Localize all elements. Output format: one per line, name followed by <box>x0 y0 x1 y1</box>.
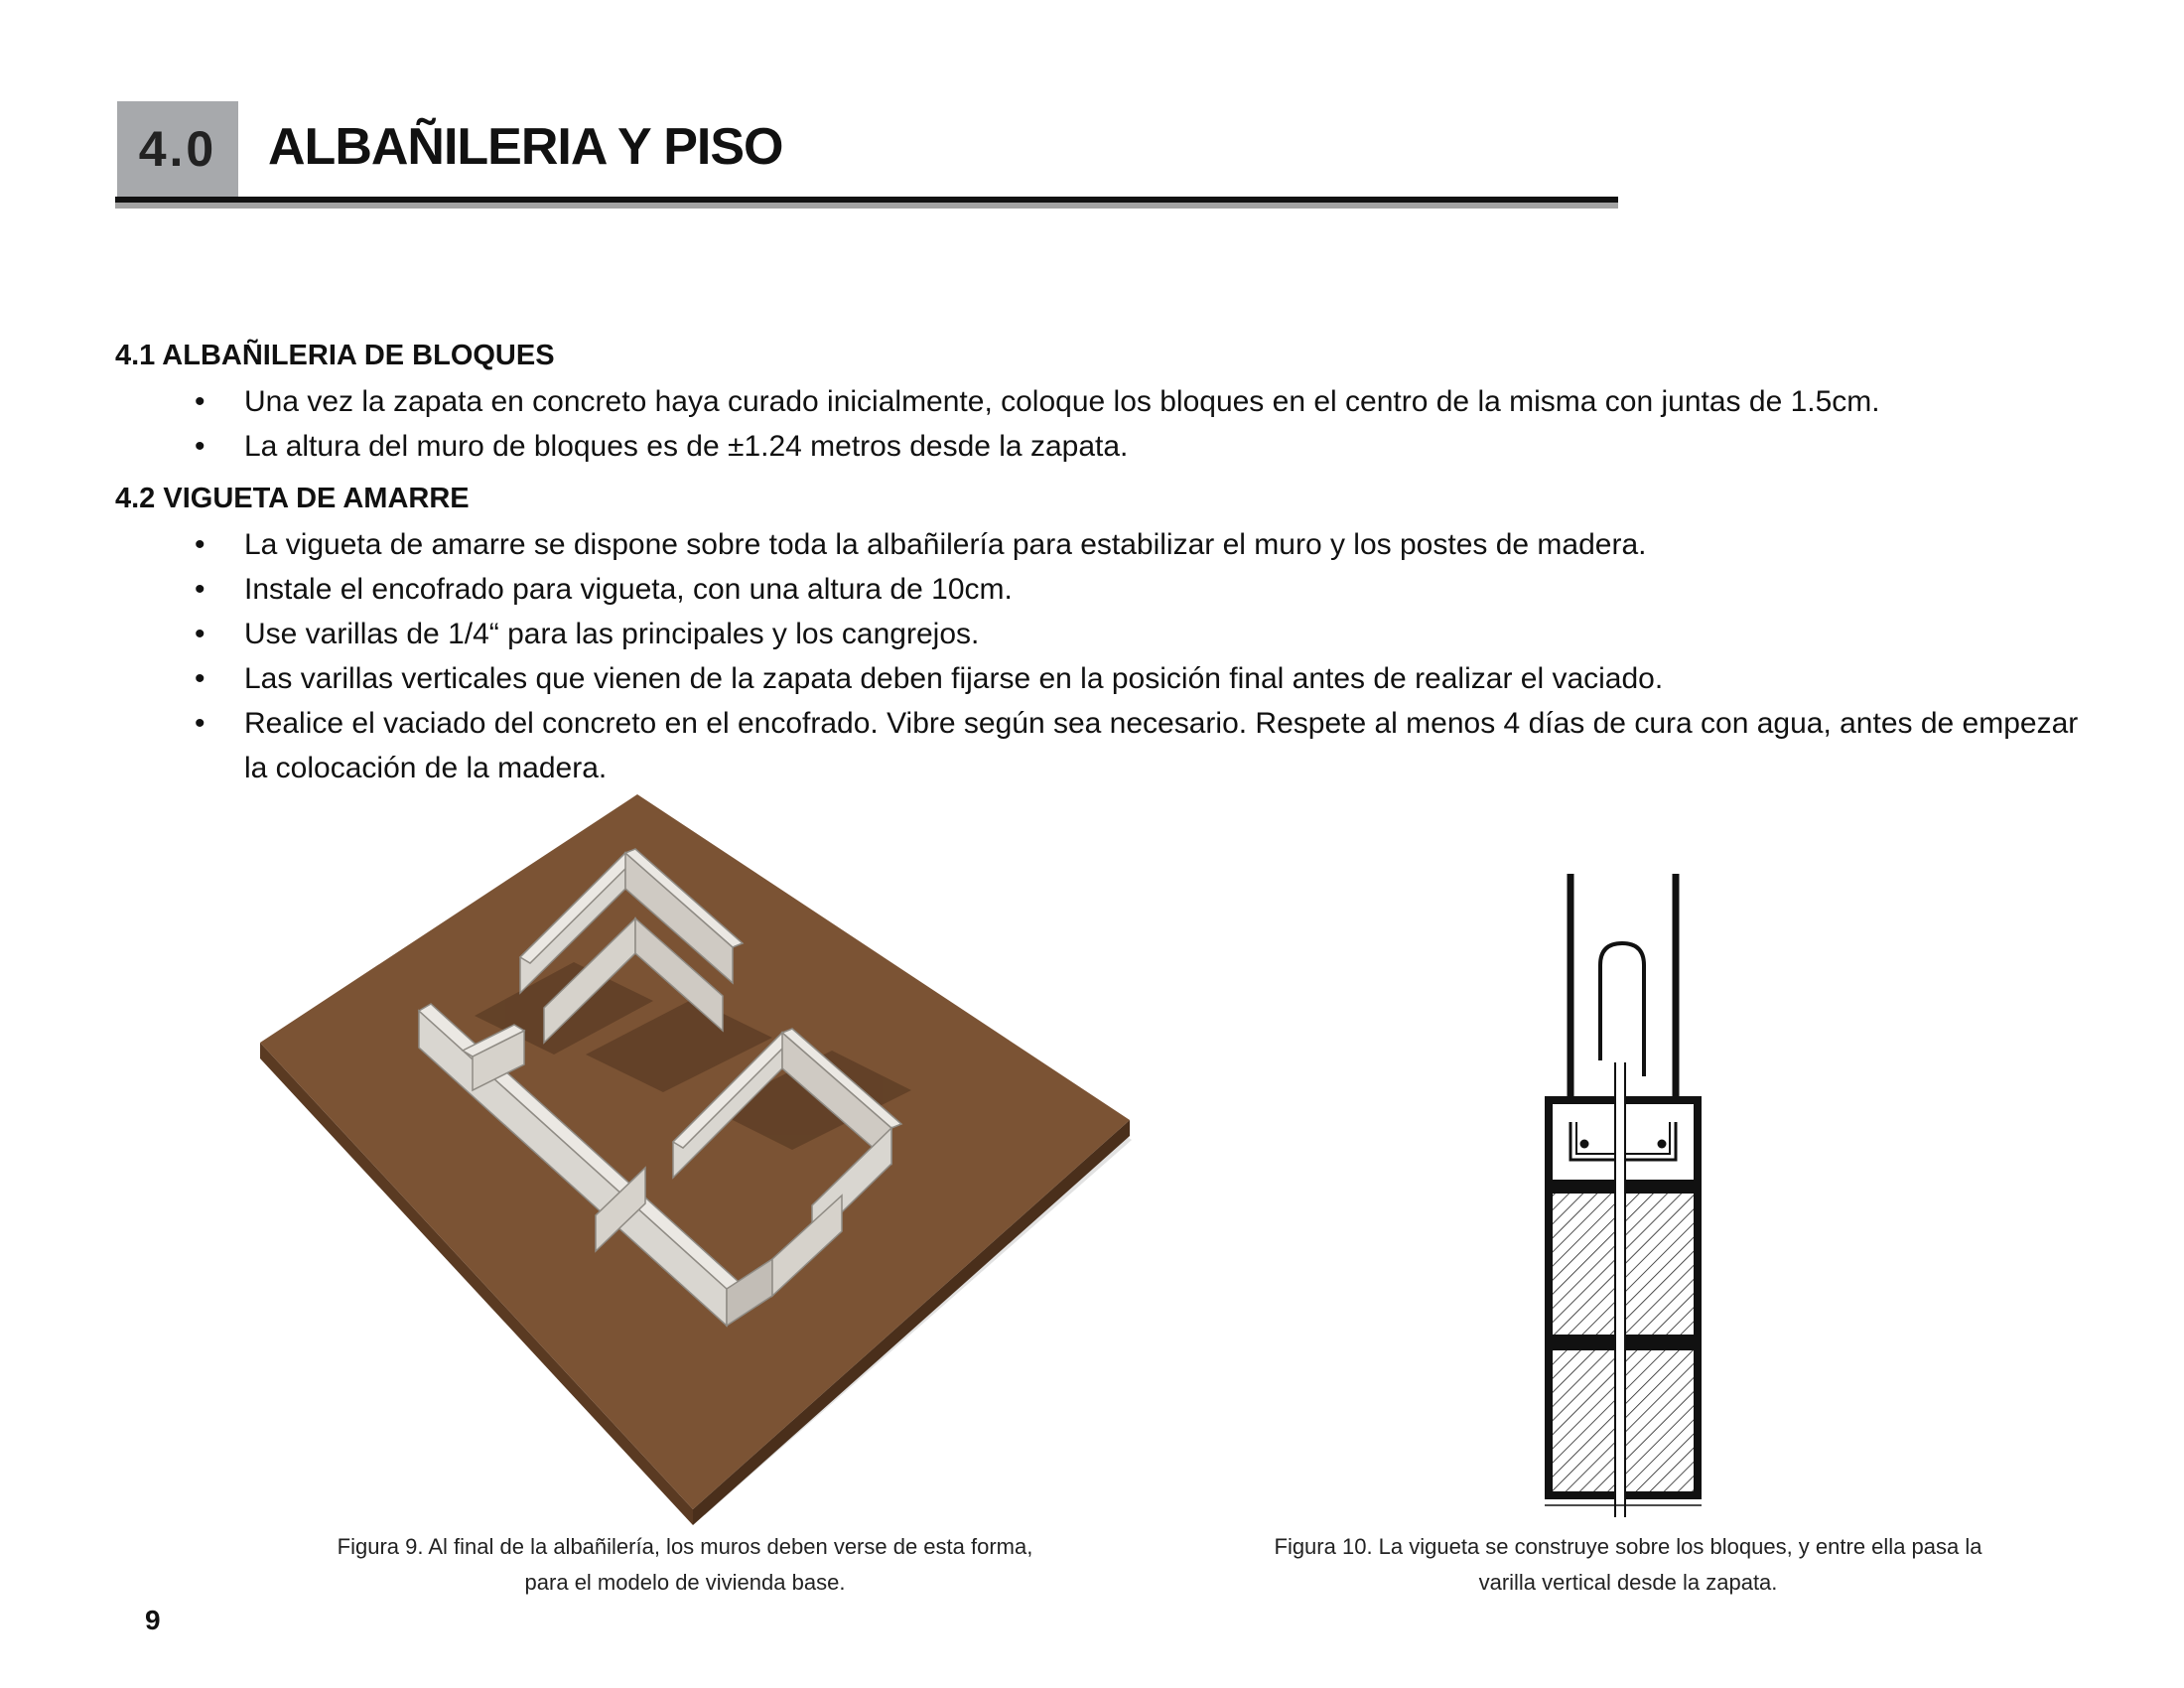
caption-line: varilla vertical desde la zapata. <box>1478 1570 1778 1595</box>
figure-9-walls-illustration <box>256 794 1140 1529</box>
page-number: 9 <box>145 1605 161 1635</box>
caption-line: Figura 9. Al final de la albañilería, los muros deben verse de esta forma, <box>337 1534 1033 1559</box>
section-title-4-2: 4.2 VIGUETA DE AMARRE <box>115 483 470 514</box>
bullet-list-4-1 <box>115 379 2081 469</box>
bullet-list-4-2 <box>115 522 2081 790</box>
list-item: • Realice el vaciado del concreto en el encofrado. Vibre según sea necesario. Respete al menos 4 días de cura con agua, antes de empezar la colocación de la madera. <box>244 701 2081 790</box>
list-item: • Las varillas verticales que vienen de la zapata deben fijarse en la posición final antes de realizar el vaciado. <box>244 656 2081 701</box>
figure-10-section-diagram <box>1509 874 1737 1519</box>
list-item: • Use varillas de 1/4“ para las principales y los cangrejos. <box>244 612 2081 656</box>
section-number: 4.0 <box>138 121 217 177</box>
caption-line: para el modelo de vivienda base. <box>524 1570 846 1595</box>
document-body <box>115 336 2081 800</box>
list-item: • La vigueta de amarre se dispone sobre toda la albañilería para estabilizar el muro y los postes de madera. <box>244 522 2081 567</box>
header-rule-shadow <box>115 203 1618 209</box>
list-item: • Una vez la zapata en concreto haya curado inicialmente, coloque los bloques en el centro de la misma con juntas de 1.5cm. <box>244 379 2081 424</box>
page-title: ALBAÑILERIA Y PISO <box>268 118 783 176</box>
list-item: • La altura del muro de bloques es de ±1.24 metros desde la zapata. <box>244 424 2081 469</box>
figure-10-caption <box>1211 1529 2045 1601</box>
hook-rebar <box>1600 943 1644 1076</box>
section-title-4-1: 4.1 ALBAÑILERIA DE BLOQUES <box>115 340 555 371</box>
figure-9-caption <box>298 1529 1072 1601</box>
caption-line: Figura 10. La vigueta se construye sobre los bloques, y entre ella pasa la <box>1274 1534 1982 1559</box>
list-item: • Instale el encofrado para vigueta, con una altura de 10cm. <box>244 567 2081 612</box>
